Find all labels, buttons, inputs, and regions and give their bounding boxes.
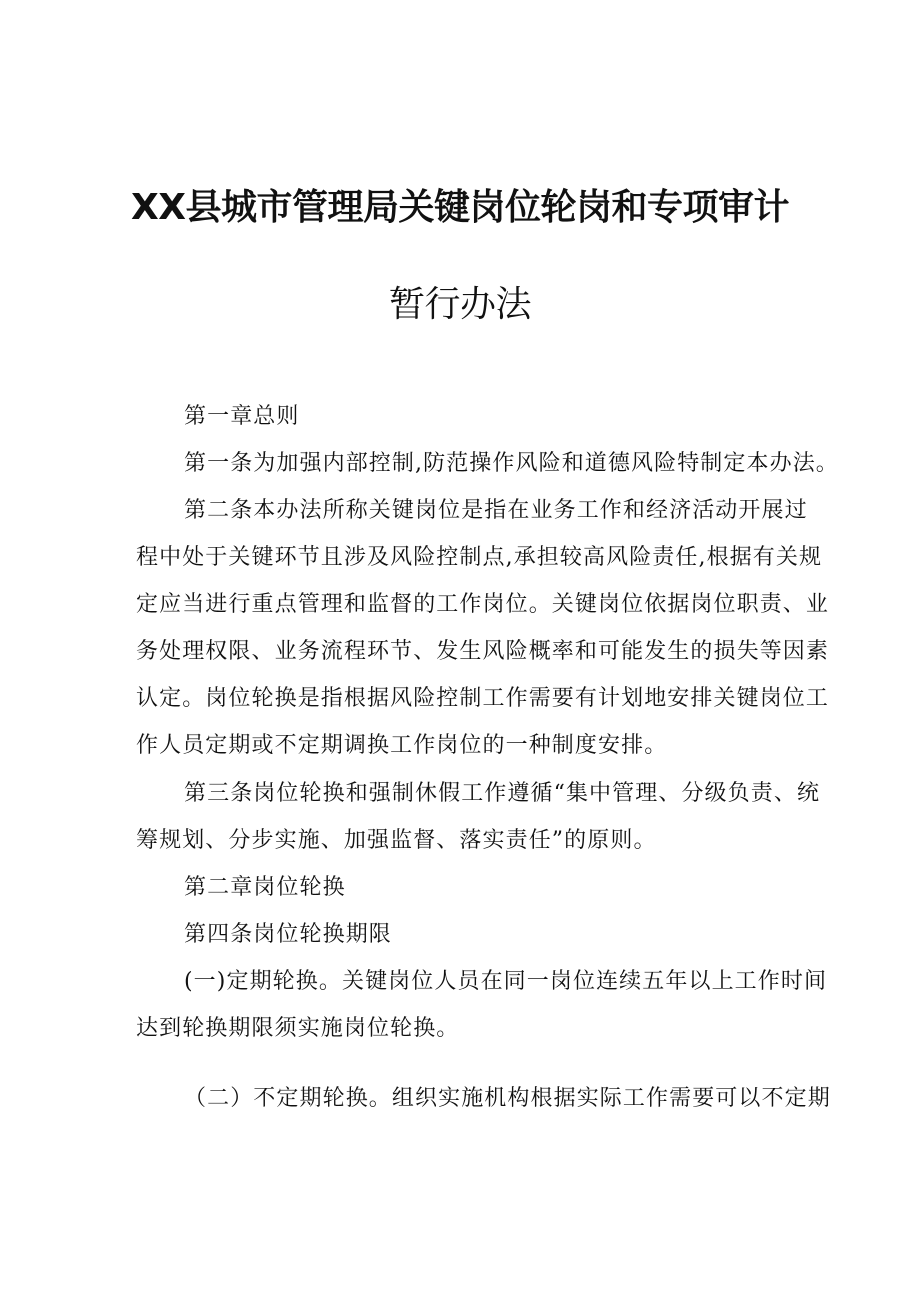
- article-paragraph: 第四条岗位轮换期限: [184, 922, 392, 947]
- paragraph-line: 作人员定期或不定期调换工作岗位的一种制度安排。: [136, 733, 668, 758]
- document-title-line-2: 暂行办法: [388, 284, 531, 325]
- article-paragraph: (一)定期轮换。关键岗位人员在同一岗位连续五年以上工作时间: [184, 969, 828, 994]
- chapter-heading: 第一章总则: [184, 404, 300, 429]
- article-paragraph: （二）不定期轮换。组织实施机构根据实际工作需要可以不定期: [184, 1086, 831, 1111]
- article-paragraph: 第一条为加强内部控制,防范操作风险和道德风险特制定本办法。: [184, 451, 839, 476]
- article-paragraph: 第三条岗位轮换和强制休假工作遵循“集中管理、分级负责、统: [184, 781, 821, 806]
- paragraph-line: 达到轮换期限须实施岗位轮换。: [136, 1016, 460, 1041]
- paragraph-line: 务处理权限、业务流程环节、发生风险概率和可能发生的损失等因素: [136, 639, 830, 664]
- chapter-heading: 第二章岗位轮换: [184, 875, 346, 900]
- paragraph-line: 定应当进行重点管理和监督的工作岗位。关键岗位依据岗位职责、业: [136, 592, 830, 617]
- document-title-line-1: XX县城市管理局关键岗位轮岗和专项审计: [130, 187, 789, 228]
- paragraph-line: 认定。岗位轮换是指根据风险控制工作需要有计划地安排关键岗位工: [136, 686, 830, 711]
- paragraph-line: 筹规划、分步实施、加强监督、落实责任”的原则。: [136, 828, 657, 853]
- article-paragraph: 第二条本办法所称关键岗位是指在业务工作和经济活动开展过: [184, 498, 808, 523]
- paragraph-line: 程中处于关键环节且涉及风险控制点,承担较高风险责任,根据有关规: [136, 545, 823, 570]
